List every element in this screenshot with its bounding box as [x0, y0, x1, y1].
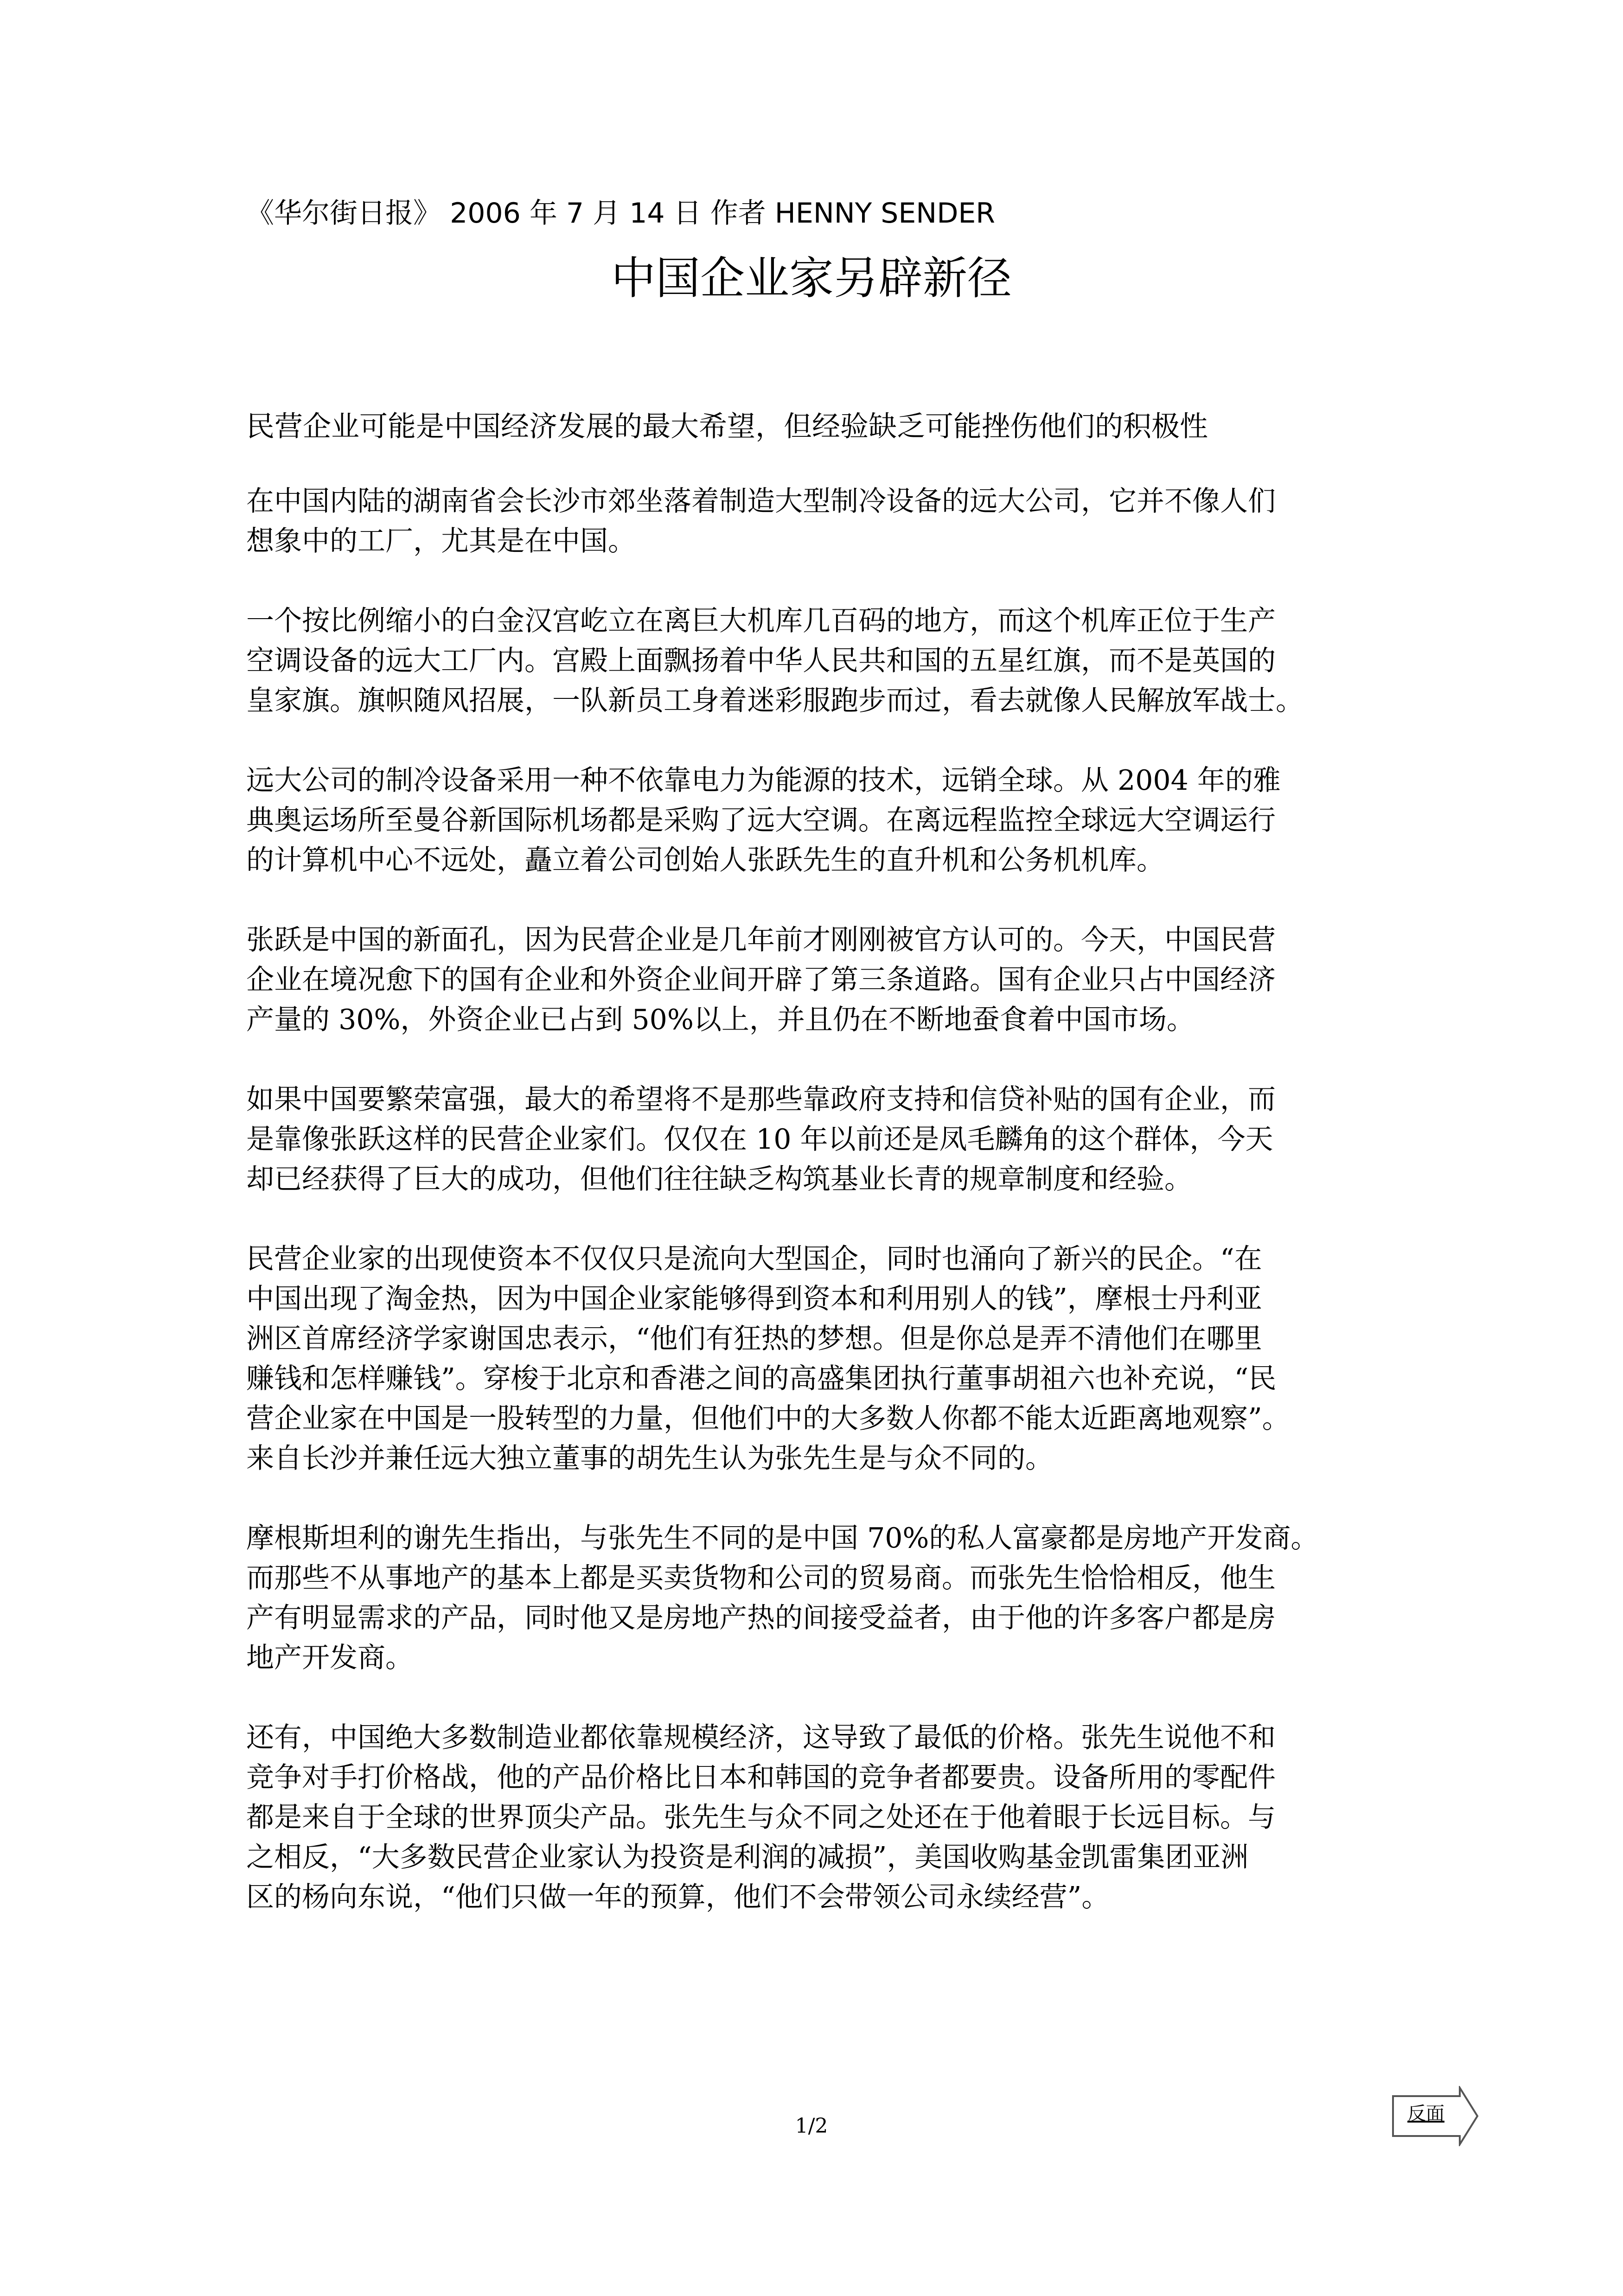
article-title: 中国企业家另辟新径	[611, 252, 1012, 304]
paragraph-4: 张跃是中国的新面孔，因为民营企业是几年前才刚刚被官方认可的。今天，中国民营 企业在境况愈下的国有企业和外资企业间开辟了第三条道路。国有企业只占中国经济 产量的 30%，外资企业已占到 50%以上，并且仍在不断地蚕食着中国市场。	[246, 924, 1276, 1036]
paragraph-6: 民营企业家的出现使资本不仅仅只是流向大型国企，同时也涌向了新兴的民企。“在 中国出现了淘金热，因为中国企业家能够得到资本和利用别人的钱”，摩根士丹利亚 洲区首席经济学家谢国忠表示，“他们有狂热的梦想。但是你总是弄不清他们在哪里 赚钱和怎样赚钱”。穿梭于北京和香港之间的高盛集团执行董事胡祖六也补充说，“民 营企业家在中国是一股转型的力量，但他们中的大多数人你都不能太近距离地观察”。 来自长沙并兼任远大独立董事的胡先生认为张先生是与众不同的。	[246, 1243, 1290, 1475]
paragraph-5: 如果中国要繁荣富强，最大的希望将不是那些靠政府支持和信贷补贴的国有企业，而 是靠像张跃这样的民营企业家们。仅仅在 10 年以前还是凤毛麟角的这个群体，今天 却已经获得了巨大的成功，但他们往往缺乏构筑基业长青的规章制度和经验。	[246, 1083, 1276, 1196]
page-number: 1/2	[795, 2114, 828, 2138]
paragraph-1: 在中国内陆的湖南省会长沙市郊坐落着制造大型制冷设备的远大公司，它并不像人们 想象中的工厂，尤其是在中国。	[246, 485, 1276, 557]
next-page-button[interactable]	[1391, 2086, 1479, 2146]
paragraph-2: 一个按比例缩小的白金汉宫屹立在离巨大机库几百码的地方，而这个机库正位于生产 空调设备的远大工厂内。宫殿上面飘扬着中华人民共和国的五星红旗，而不是英国的 皇家旗。旗帜随风招展，一队新员工身着迷彩服跑步而过，看去就像人民解放军战士。	[246, 605, 1304, 717]
paragraph-8: 还有，中国绝大多数制造业都依靠规模经济，这导致了最低的价格。张先生说他不和 竞争对手打价格战，他的产品价格比日本和韩国的竞争者都要贵。设备所用的零配件 都是来自于全球的世界顶尖产品。张先生与众不同之处还在于他着眼于长远目标。与 之相反，“大多数民营企业家认为投资是利润的减损”，美国收购基金凯雷集团亚洲 区的杨向东说，“他们只做一年的预算，他们不会带领公司永续经营”。	[246, 1721, 1276, 1913]
paragraph-7: 摩根斯坦利的谢先生指出，与张先生不同的是中国 70%的私人富豪都是房地产开发商。 而那些不从事地产的基本上都是买卖货物和公司的贸易商。而张先生恰恰相反，他生 产有明显需求的产品，同时他又是房地产热的间接受益者，由于他的许多客户都是房 地产开发商。	[246, 1522, 1319, 1674]
next-page-label: 反面	[1407, 2103, 1444, 2124]
paragraph-3: 远大公司的制冷设备采用一种不依靠电力为能源的技术，远销全球。从 2004 年的雅 典奥运场所至曼谷新国际机场都是采购了远大空调。在离远程监控全球远大空调运行 的计算机中心不远处，矗立着公司创始人张跃先生的直升机和公务机机库。	[246, 764, 1281, 876]
article-body	[246, 481, 1433, 1957]
article-subtitle: 民营企业可能是中国经济发展的最大希望，但经验缺乏可能挫伤他们的积极性	[246, 410, 1208, 443]
article-byline: 《华尔街日报》 2006 年 7 月 14 日 作者 HENNY SENDER	[246, 197, 995, 230]
